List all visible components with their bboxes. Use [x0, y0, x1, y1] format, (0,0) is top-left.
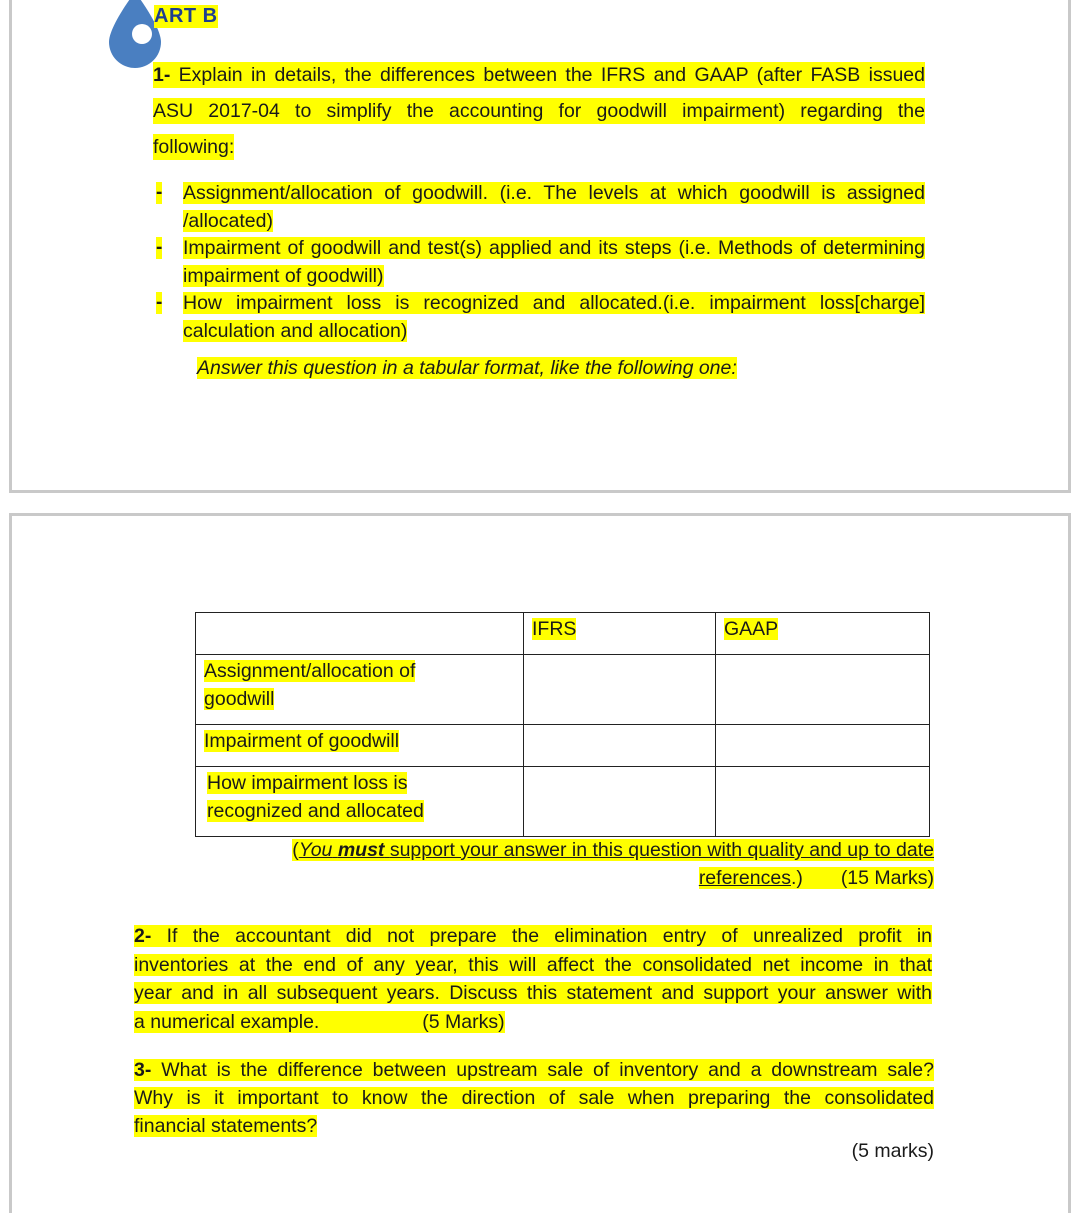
bullet-1-line-1: Assignment/allocation of goodwill. (i.e. The levels at which goodwill is assigned [183, 182, 925, 204]
cell-gaap-assignment [716, 655, 930, 725]
row-label-loss: How impairment loss is recognized and allocated [196, 767, 524, 837]
table-row [196, 725, 930, 767]
cell-gaap-loss [716, 767, 930, 837]
comparison-table [195, 612, 930, 837]
question-2-marks: (5 Marks) [422, 1010, 505, 1033]
row-label-assignment: Assignment/allocation of goodwill [196, 655, 524, 725]
question-1-number: 1- [153, 64, 171, 86]
cell-ifrs-loss [524, 767, 716, 837]
row-label-impairment: Impairment of goodwill [196, 725, 524, 767]
bullet-1-line-2: /allocated) [183, 210, 273, 232]
table-header-row [196, 613, 930, 655]
references-link: references [698, 867, 791, 889]
support-note-line-1: (You must support your answer in this question with quality and up to date [292, 839, 934, 861]
cell-gaap-impairment [716, 725, 930, 767]
bullet-2-line-2: impairment of goodwill) [183, 265, 384, 287]
bullet-dash: - [156, 182, 163, 203]
table-row [196, 767, 930, 837]
bullet-3-line-2: calculation and allocation) [183, 320, 408, 342]
support-note-line-2: references.) (15 Marks) [698, 867, 934, 889]
question-3-marks: (5 marks) [851, 1140, 934, 1162]
table-header-gaap: GAAP [716, 613, 930, 655]
question-1-line-3: following: [153, 136, 235, 158]
cell-ifrs-assignment [524, 655, 716, 725]
question-3: 3- What is the difference between upstream sale of inventory and a downstream sale? Why is it important to know the direction of sale when preparing the consolidated financial statements? [134, 1059, 934, 1137]
cell-ifrs-impairment [524, 725, 716, 767]
part-title: ART B [154, 5, 218, 27]
bullet-3-line-1: How impairment loss is recognized and allocated.(i.e. impairment loss[charge] [183, 292, 925, 314]
question-1-line-1: 1- Explain in details, the differences between the IFRS and GAAP (after FASB issued [153, 64, 925, 86]
question-1-line-2: ASU 2017-04 to simplify the accounting for goodwill impairment) regarding the [153, 100, 925, 122]
question-1-marks: (15 Marks) [840, 867, 934, 889]
table-instruction: Answer this question in a tabular format, like the following one: [197, 357, 737, 379]
table-row [196, 655, 930, 725]
question-2: 2- If the accountant did not prepare the elimination entry of unrealized profit in inventories at the end of any year, this will affect the consolidated net income in that year and in all subsequent years. Discuss this statement and support your answer with a numerical example. (5 Marks) [134, 925, 932, 1033]
table-header-empty [196, 613, 524, 655]
bullet-dash: - [156, 292, 163, 313]
table-header-ifrs: IFRS [524, 613, 716, 655]
bullet-dash: - [156, 237, 163, 258]
bullet-2-line-1: Impairment of goodwill and test(s) applied and its steps (i.e. Methods of determining [183, 237, 925, 259]
